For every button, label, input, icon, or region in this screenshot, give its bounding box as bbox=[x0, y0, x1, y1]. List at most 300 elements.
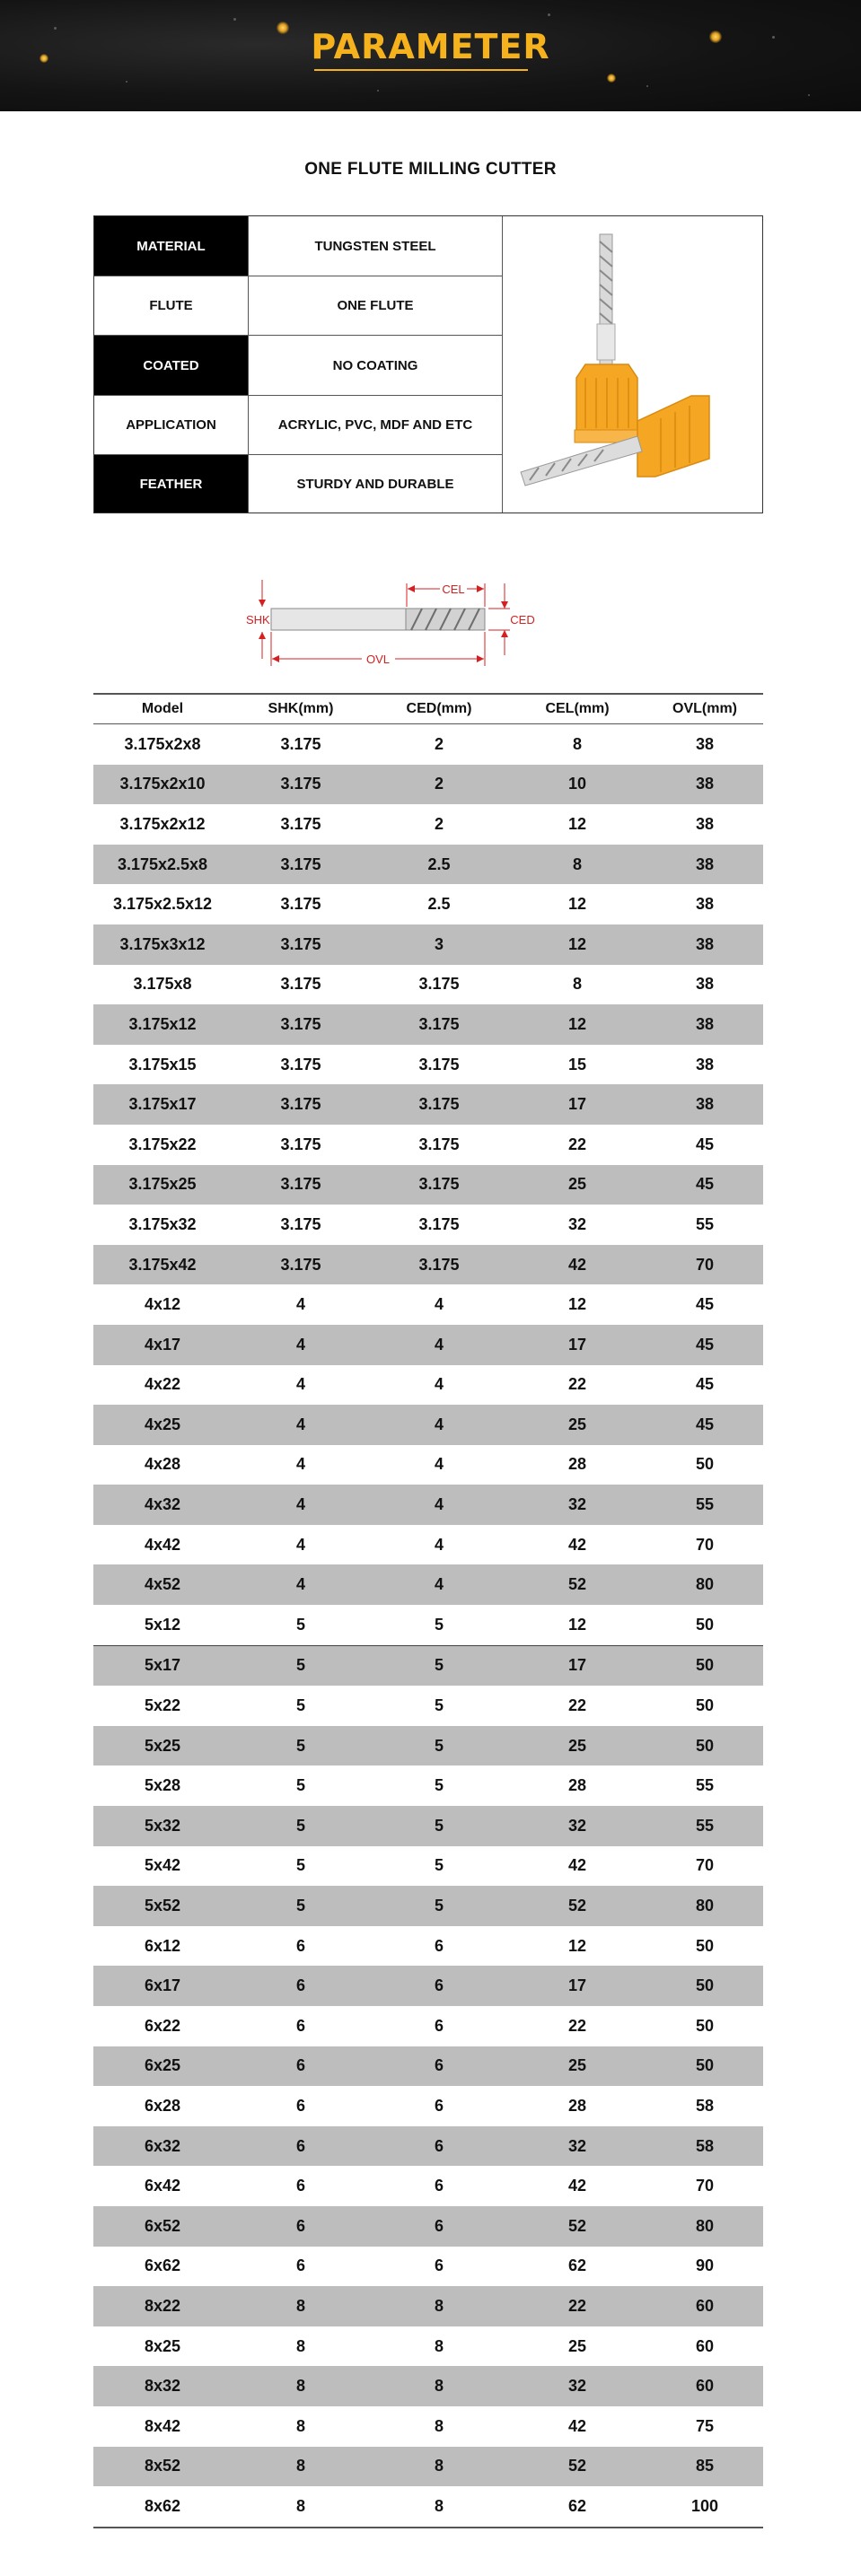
cell-cel: 42 bbox=[567, 1255, 587, 1274]
cell-cel: 17 bbox=[567, 1095, 587, 1114]
cell-shk: 6 bbox=[295, 1936, 305, 1955]
cell-shk: 4 bbox=[295, 1415, 305, 1433]
cell-model: 3.175x25 bbox=[128, 1175, 197, 1194]
cell-ovl: 38 bbox=[695, 1014, 715, 1033]
cell-ovl: 90 bbox=[695, 2256, 715, 2275]
cell-ovl: 50 bbox=[695, 1976, 715, 1995]
cell-model: 4x28 bbox=[144, 1455, 181, 1474]
cell-ced: 6 bbox=[434, 2256, 444, 2275]
spec-key: COATED bbox=[94, 336, 249, 395]
cell-ced: 8 bbox=[434, 2457, 444, 2475]
cell-cel: 28 bbox=[567, 1455, 587, 1474]
cell-shk: 6 bbox=[295, 2056, 305, 2075]
table-row bbox=[93, 2366, 763, 2406]
table-row bbox=[93, 2126, 763, 2167]
cell-ced: 5 bbox=[434, 1897, 444, 1915]
cell-cel: 32 bbox=[567, 1816, 587, 1835]
cell-model: 6x12 bbox=[144, 1936, 181, 1955]
cell-cel: 32 bbox=[567, 1495, 587, 1514]
cell-ovl: 50 bbox=[695, 1736, 715, 1755]
cell-model: 4x25 bbox=[144, 1415, 181, 1433]
cell-ced: 2.5 bbox=[427, 854, 451, 873]
cell-model: 6x32 bbox=[144, 2136, 181, 2155]
cell-shk: 6 bbox=[295, 2216, 305, 2235]
cell-cel: 12 bbox=[567, 895, 587, 914]
cell-cel: 25 bbox=[567, 1736, 587, 1755]
cell-ced: 8 bbox=[434, 2336, 444, 2355]
cell-model: 8x25 bbox=[144, 2336, 181, 2355]
cell-cel: 22 bbox=[567, 2296, 587, 2315]
cell-ced: 3.175 bbox=[418, 1214, 460, 1233]
cell-shk: 3.175 bbox=[280, 1014, 321, 1033]
table-row bbox=[93, 1205, 763, 1245]
cell-ovl: 80 bbox=[695, 2216, 715, 2235]
cell-shk: 6 bbox=[295, 2256, 305, 2275]
cell-ovl: 45 bbox=[695, 1175, 715, 1194]
header-ovl: OVL(mm) bbox=[672, 701, 737, 716]
table-row bbox=[93, 1445, 763, 1485]
cell-ced: 8 bbox=[434, 2496, 444, 2515]
cell-ced: 8 bbox=[434, 2377, 444, 2396]
spec-value: ACRYLIC, PVC, MDF AND ETC bbox=[249, 396, 503, 454]
cell-model: 3.175x22 bbox=[128, 1135, 197, 1153]
table-row bbox=[93, 2326, 763, 2367]
cell-model: 3.175x32 bbox=[128, 1214, 197, 1233]
cell-cel: 25 bbox=[567, 2056, 587, 2075]
cell-ced: 5 bbox=[434, 1696, 444, 1715]
cell-ced: 3.175 bbox=[418, 1014, 460, 1033]
ced-label: CED bbox=[510, 613, 535, 626]
cell-model: 4x22 bbox=[144, 1375, 181, 1394]
cell-model: 3.175x3x12 bbox=[119, 934, 206, 953]
table-row bbox=[93, 1686, 763, 1726]
cell-shk: 4 bbox=[295, 1455, 305, 1474]
cell-ced: 5 bbox=[434, 1776, 444, 1795]
cell-ovl: 38 bbox=[695, 934, 715, 953]
cell-ced: 3.175 bbox=[418, 975, 460, 994]
table-row bbox=[93, 2247, 763, 2287]
table-row bbox=[93, 1365, 763, 1406]
cell-ovl: 45 bbox=[695, 1295, 715, 1314]
cell-cel: 25 bbox=[567, 1415, 587, 1433]
cell-cel: 25 bbox=[567, 1175, 587, 1194]
table-row bbox=[93, 804, 763, 845]
spec-value: TUNGSTEN STEEL bbox=[249, 216, 503, 276]
cell-ovl: 38 bbox=[695, 734, 715, 753]
cell-cel: 17 bbox=[567, 1335, 587, 1354]
spec-value: STURDY AND DURABLE bbox=[249, 455, 503, 513]
cell-cel: 15 bbox=[567, 1055, 587, 1073]
cell-model: 8x22 bbox=[144, 2296, 181, 2315]
cell-cel: 42 bbox=[567, 1535, 587, 1554]
table-row bbox=[93, 845, 763, 885]
cell-ovl: 85 bbox=[695, 2457, 715, 2475]
cell-ovl: 38 bbox=[695, 854, 715, 873]
table-row bbox=[93, 1806, 763, 1846]
cell-ced: 2 bbox=[434, 734, 444, 753]
cell-ced: 5 bbox=[434, 1656, 444, 1675]
cell-cel: 42 bbox=[567, 2416, 587, 2435]
cell-model: 3.175x42 bbox=[128, 1255, 197, 1274]
table-row bbox=[93, 1926, 763, 1967]
cell-ced: 6 bbox=[434, 2056, 444, 2075]
spec-row bbox=[94, 336, 503, 396]
cell-ovl: 38 bbox=[695, 975, 715, 994]
cell-model: 3.175x2x10 bbox=[119, 775, 206, 793]
cell-ovl: 80 bbox=[695, 1575, 715, 1594]
cell-shk: 3.175 bbox=[280, 1135, 321, 1153]
spec-key: MATERIAL bbox=[94, 216, 249, 276]
table-row bbox=[93, 2447, 763, 2487]
cell-cel: 12 bbox=[567, 1014, 587, 1033]
cell-model: 5x12 bbox=[144, 1615, 181, 1634]
cell-ovl: 70 bbox=[695, 1255, 715, 1274]
cell-shk: 3.175 bbox=[280, 1055, 321, 1073]
cell-ced: 4 bbox=[434, 1455, 444, 1474]
shk-label: SHK bbox=[246, 613, 270, 626]
cell-shk: 5 bbox=[295, 1656, 305, 1675]
cell-ced: 4 bbox=[434, 1415, 444, 1433]
parameter-table bbox=[93, 693, 763, 2528]
cell-cel: 52 bbox=[567, 2457, 587, 2475]
cell-shk: 6 bbox=[295, 1976, 305, 1995]
table-row bbox=[93, 924, 763, 965]
cell-ovl: 55 bbox=[695, 1776, 715, 1795]
table-row bbox=[93, 2046, 763, 2087]
cell-ced: 6 bbox=[434, 1976, 444, 1995]
cell-ovl: 58 bbox=[695, 2096, 715, 2115]
cell-shk: 4 bbox=[295, 1495, 305, 1514]
cell-ovl: 75 bbox=[695, 2416, 715, 2435]
cell-ovl: 50 bbox=[695, 1455, 715, 1474]
banner-title: PARAMETER bbox=[311, 27, 550, 66]
cell-shk: 8 bbox=[295, 2496, 305, 2515]
cell-ovl: 70 bbox=[695, 1535, 715, 1554]
cell-shk: 3.175 bbox=[280, 895, 321, 914]
cell-model: 5x25 bbox=[144, 1736, 181, 1755]
cell-cel: 62 bbox=[567, 2496, 587, 2515]
cell-cel: 52 bbox=[567, 1897, 587, 1915]
cell-model: 8x42 bbox=[144, 2416, 181, 2435]
cell-model: 3.175x8 bbox=[133, 975, 192, 994]
cell-cel: 42 bbox=[567, 2177, 587, 2195]
cell-ovl: 50 bbox=[695, 2016, 715, 2035]
cell-shk: 3.175 bbox=[280, 1175, 321, 1194]
cell-model: 3.175x2x12 bbox=[119, 814, 206, 833]
sparkle-icon bbox=[607, 74, 616, 83]
table-row bbox=[93, 1726, 763, 1766]
cell-cel: 8 bbox=[572, 975, 582, 994]
cell-model: 5x28 bbox=[144, 1776, 181, 1795]
cell-cel: 22 bbox=[567, 2016, 587, 2035]
cell-ced: 3.175 bbox=[418, 1175, 460, 1194]
cell-cel: 17 bbox=[567, 1976, 587, 1995]
cell-cel: 52 bbox=[567, 2216, 587, 2235]
table-row bbox=[93, 1125, 763, 1165]
cell-ced: 8 bbox=[434, 2296, 444, 2315]
cell-shk: 5 bbox=[295, 1615, 305, 1634]
cell-ovl: 80 bbox=[695, 1897, 715, 1915]
cell-shk: 3.175 bbox=[280, 775, 321, 793]
cell-shk: 4 bbox=[295, 1375, 305, 1394]
spec-table bbox=[93, 215, 763, 513]
table-row bbox=[93, 2486, 763, 2527]
cell-model: 3.175x15 bbox=[128, 1055, 197, 1073]
cell-ced: 6 bbox=[434, 1936, 444, 1955]
table-row bbox=[93, 884, 763, 924]
parameter-banner bbox=[0, 0, 861, 111]
cell-ovl: 45 bbox=[695, 1135, 715, 1153]
cell-shk: 8 bbox=[295, 2416, 305, 2435]
cell-shk: 3.175 bbox=[280, 1255, 321, 1274]
cell-model: 5x42 bbox=[144, 1856, 181, 1875]
cell-model: 6x25 bbox=[144, 2056, 181, 2075]
cell-ced: 5 bbox=[434, 1736, 444, 1755]
header-model: Model bbox=[141, 701, 184, 716]
table-row bbox=[93, 1564, 763, 1605]
table-row bbox=[93, 765, 763, 805]
table-row bbox=[93, 1004, 763, 1045]
cell-shk: 4 bbox=[295, 1575, 305, 1594]
cell-cel: 32 bbox=[567, 2136, 587, 2155]
cell-ovl: 60 bbox=[695, 2377, 715, 2396]
cell-cel: 22 bbox=[567, 1375, 587, 1394]
cell-ced: 4 bbox=[434, 1495, 444, 1514]
table-row bbox=[93, 2286, 763, 2326]
cell-cel: 25 bbox=[567, 2336, 587, 2355]
table-row bbox=[93, 1045, 763, 1085]
cell-shk: 3.175 bbox=[280, 975, 321, 994]
table-row bbox=[93, 1846, 763, 1887]
cell-ced: 5 bbox=[434, 1816, 444, 1835]
cell-ced: 4 bbox=[434, 1295, 444, 1314]
cell-cel: 22 bbox=[567, 1696, 587, 1715]
cell-ced: 2 bbox=[434, 814, 444, 833]
cell-ced: 6 bbox=[434, 2136, 444, 2155]
cell-ced: 3.175 bbox=[418, 1095, 460, 1114]
cell-shk: 6 bbox=[295, 2096, 305, 2115]
cell-shk: 5 bbox=[295, 1897, 305, 1915]
table-row bbox=[93, 2206, 763, 2247]
cell-shk: 3.175 bbox=[280, 814, 321, 833]
table-row bbox=[93, 1645, 763, 1687]
cell-cel: 12 bbox=[567, 1615, 587, 1634]
table-row bbox=[93, 1766, 763, 1806]
cell-shk: 5 bbox=[295, 1736, 305, 1755]
spec-row bbox=[94, 455, 503, 513]
cell-cel: 32 bbox=[567, 2377, 587, 2396]
cell-cel: 8 bbox=[572, 854, 582, 873]
cell-model: 3.175x2.5x8 bbox=[117, 854, 208, 873]
spec-value: NO COATING bbox=[249, 336, 503, 395]
cell-ced: 2.5 bbox=[427, 895, 451, 914]
cell-shk: 4 bbox=[295, 1295, 305, 1314]
spec-row bbox=[94, 216, 503, 276]
table-row bbox=[93, 2006, 763, 2046]
cell-ovl: 50 bbox=[695, 2056, 715, 2075]
cell-ovl: 50 bbox=[695, 1656, 715, 1675]
cell-model: 5x52 bbox=[144, 1897, 181, 1915]
cell-model: 6x17 bbox=[144, 1976, 181, 1995]
cell-shk: 5 bbox=[295, 1856, 305, 1875]
table-row bbox=[93, 1325, 763, 1365]
cell-cel: 10 bbox=[567, 775, 587, 793]
cell-ced: 6 bbox=[434, 2177, 444, 2195]
cell-shk: 6 bbox=[295, 2016, 305, 2035]
spec-key: FLUTE bbox=[94, 276, 249, 335]
cell-shk: 4 bbox=[295, 1535, 305, 1554]
cell-model: 5x17 bbox=[144, 1656, 181, 1675]
cell-ced: 3.175 bbox=[418, 1255, 460, 1274]
section-title: ONE FLUTE MILLING CUTTER bbox=[304, 160, 557, 179]
cell-ovl: 60 bbox=[695, 2336, 715, 2355]
header-shk: SHK(mm) bbox=[268, 701, 334, 716]
cell-ovl: 55 bbox=[695, 1214, 715, 1233]
cell-ovl: 55 bbox=[695, 1495, 715, 1514]
spec-row bbox=[94, 276, 503, 336]
header-cel: CEL(mm) bbox=[545, 701, 610, 716]
table-header bbox=[93, 693, 763, 724]
header-ced: CED(mm) bbox=[406, 701, 472, 716]
cell-cel: 42 bbox=[567, 1856, 587, 1875]
cell-ovl: 50 bbox=[695, 1936, 715, 1955]
dimension-diagram bbox=[241, 573, 621, 671]
cell-model: 6x28 bbox=[144, 2096, 181, 2115]
cell-ced: 6 bbox=[434, 2216, 444, 2235]
cell-ovl: 38 bbox=[695, 814, 715, 833]
cell-shk: 8 bbox=[295, 2336, 305, 2355]
banner-underline bbox=[314, 69, 528, 71]
cell-model: 6x42 bbox=[144, 2177, 181, 2195]
cell-cel: 28 bbox=[567, 2096, 587, 2115]
cell-shk: 3.175 bbox=[280, 854, 321, 873]
cell-ced: 4 bbox=[434, 1535, 444, 1554]
cell-cel: 12 bbox=[567, 814, 587, 833]
cell-ced: 4 bbox=[434, 1335, 444, 1354]
cell-ovl: 38 bbox=[695, 895, 715, 914]
cell-model: 5x22 bbox=[144, 1696, 181, 1715]
cell-shk: 6 bbox=[295, 2177, 305, 2195]
table-row bbox=[93, 1405, 763, 1445]
cell-ovl: 58 bbox=[695, 2136, 715, 2155]
cell-ced: 3 bbox=[434, 934, 444, 953]
cell-ovl: 38 bbox=[695, 1055, 715, 1073]
cell-shk: 3.175 bbox=[280, 1214, 321, 1233]
table-row bbox=[93, 1165, 763, 1205]
cell-ovl: 60 bbox=[695, 2296, 715, 2315]
cell-ced: 3.175 bbox=[418, 1135, 460, 1153]
cell-model: 6x62 bbox=[144, 2256, 181, 2275]
cell-ced: 4 bbox=[434, 1575, 444, 1594]
cel-label: CEL bbox=[442, 583, 465, 596]
table-row bbox=[93, 965, 763, 1005]
cell-cel: 28 bbox=[567, 1776, 587, 1795]
table-row bbox=[93, 2086, 763, 2126]
ovl-label: OVL bbox=[365, 653, 391, 666]
table-row bbox=[93, 724, 763, 765]
product-photo bbox=[503, 216, 762, 513]
spec-value: ONE FLUTE bbox=[249, 276, 503, 335]
cell-model: 3.175x2.5x12 bbox=[112, 895, 213, 914]
table-row bbox=[93, 1525, 763, 1565]
cell-ced: 5 bbox=[434, 1856, 444, 1875]
cell-ovl: 38 bbox=[695, 1095, 715, 1114]
cell-ovl: 45 bbox=[695, 1335, 715, 1354]
cell-ovl: 70 bbox=[695, 1856, 715, 1875]
cell-cel: 12 bbox=[567, 934, 587, 953]
cell-cel: 62 bbox=[567, 2256, 587, 2275]
cell-model: 4x42 bbox=[144, 1535, 181, 1554]
table-row bbox=[93, 1084, 763, 1125]
cell-shk: 8 bbox=[295, 2457, 305, 2475]
cell-model: 4x32 bbox=[144, 1495, 181, 1514]
spec-row bbox=[94, 396, 503, 455]
table-row bbox=[93, 1245, 763, 1285]
cell-ced: 3.175 bbox=[418, 1055, 460, 1073]
cell-shk: 6 bbox=[295, 2136, 305, 2155]
cell-model: 4x17 bbox=[144, 1335, 181, 1354]
cell-ovl: 38 bbox=[695, 775, 715, 793]
cell-model: 8x52 bbox=[144, 2457, 181, 2475]
cell-ced: 2 bbox=[434, 775, 444, 793]
cell-cel: 8 bbox=[572, 734, 582, 753]
cell-model: 3.175x2x8 bbox=[124, 734, 201, 753]
cell-model: 8x32 bbox=[144, 2377, 181, 2396]
cell-ced: 8 bbox=[434, 2416, 444, 2435]
cell-shk: 3.175 bbox=[280, 734, 321, 753]
cell-model: 6x52 bbox=[144, 2216, 181, 2235]
cell-cel: 12 bbox=[567, 1936, 587, 1955]
table-row bbox=[93, 1886, 763, 1926]
cell-model: 3.175x17 bbox=[128, 1095, 197, 1114]
cell-shk: 4 bbox=[295, 1335, 305, 1354]
table-row bbox=[93, 2166, 763, 2206]
cell-model: 3.175x12 bbox=[128, 1014, 197, 1033]
spec-key: FEATHER bbox=[94, 455, 249, 513]
cell-cel: 17 bbox=[567, 1656, 587, 1675]
cell-ced: 4 bbox=[434, 1375, 444, 1394]
cell-shk: 5 bbox=[295, 1776, 305, 1795]
cell-model: 8x62 bbox=[144, 2496, 181, 2515]
cell-cel: 52 bbox=[567, 1575, 587, 1594]
cell-cel: 12 bbox=[567, 1295, 587, 1314]
cell-ovl: 55 bbox=[695, 1816, 715, 1835]
cell-model: 4x52 bbox=[144, 1575, 181, 1594]
cell-shk: 3.175 bbox=[280, 1095, 321, 1114]
table-row bbox=[93, 1966, 763, 2006]
cell-model: 5x32 bbox=[144, 1816, 181, 1835]
table-row bbox=[93, 1605, 763, 1645]
cell-cel: 22 bbox=[567, 1135, 587, 1153]
cell-ovl: 50 bbox=[695, 1696, 715, 1715]
table-row bbox=[93, 1284, 763, 1325]
cell-ced: 5 bbox=[434, 1615, 444, 1634]
cell-model: 6x22 bbox=[144, 2016, 181, 2035]
cell-ovl: 70 bbox=[695, 2177, 715, 2195]
table-row bbox=[93, 1485, 763, 1525]
cell-shk: 5 bbox=[295, 1696, 305, 1715]
cell-shk: 8 bbox=[295, 2377, 305, 2396]
cell-ovl: 50 bbox=[695, 1615, 715, 1634]
cell-ovl: 45 bbox=[695, 1375, 715, 1394]
table-row bbox=[93, 2406, 763, 2447]
cell-ced: 6 bbox=[434, 2016, 444, 2035]
cell-ovl: 45 bbox=[695, 1415, 715, 1433]
table-bottom-rule bbox=[93, 2527, 763, 2528]
cell-shk: 3.175 bbox=[280, 934, 321, 953]
cell-ced: 6 bbox=[434, 2096, 444, 2115]
cell-model: 4x12 bbox=[144, 1295, 181, 1314]
